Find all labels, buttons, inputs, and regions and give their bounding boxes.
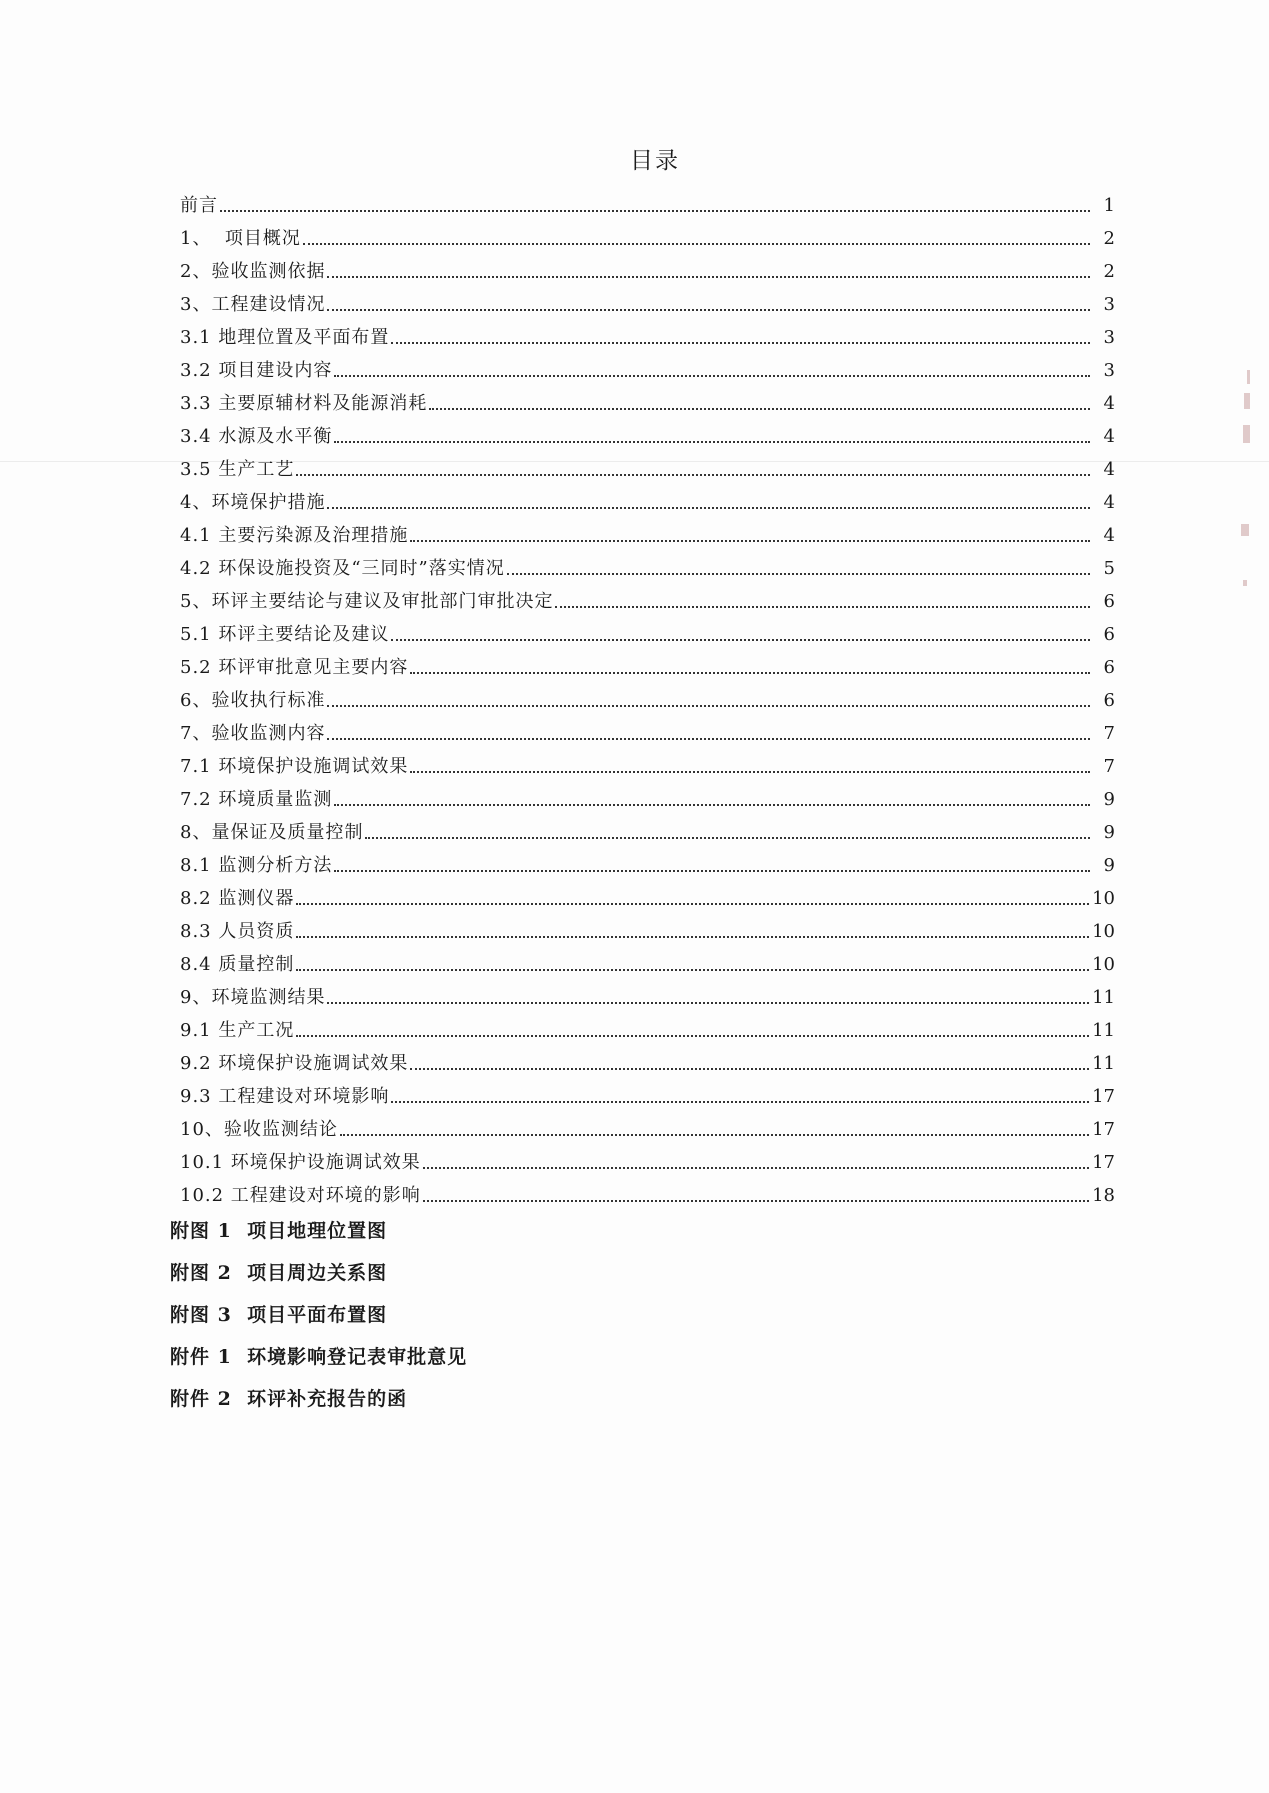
attachment-list: [170, 1210, 467, 1420]
toc-entry-label: 6、验收执行标准: [180, 690, 326, 711]
toc-entry-page-number: 17: [1092, 1086, 1115, 1107]
toc-dot-leader: [410, 1067, 1089, 1070]
toc-dot-leader: [334, 869, 1090, 872]
attachment-item: 附图 3 项目平面布置图: [170, 1304, 388, 1326]
toc-entry[interactable]: [180, 547, 1115, 580]
toc-entry-page-number: 3: [1103, 360, 1115, 381]
toc-entry-label: 5.1 环评主要结论及建议: [180, 624, 390, 645]
toc-entry-label: 8.1 监测分析方法: [180, 855, 333, 876]
toc-entry-label: 8.3 人员资质: [180, 921, 295, 942]
toc-entry-page-number: 18: [1092, 1185, 1115, 1206]
toc-entry-page-number: 3: [1103, 294, 1115, 315]
toc-entry-label: 10.2 工程建设对环境的影响: [180, 1185, 421, 1206]
page-title: 目录: [630, 148, 680, 174]
toc-entry-page-number: 11: [1092, 987, 1115, 1008]
toc-entry[interactable]: [180, 580, 1115, 613]
toc-entry[interactable]: [180, 250, 1115, 283]
scan-margin-mark: [1244, 393, 1250, 409]
toc-entry-page-number: 6: [1103, 690, 1115, 711]
toc-entry[interactable]: [180, 1075, 1115, 1108]
toc-entry[interactable]: [180, 679, 1115, 712]
toc-entry-page-number: 9: [1103, 789, 1115, 810]
toc-entry-label: 4.1 主要污染源及治理措施: [180, 525, 409, 546]
toc-entry-label: 9.1 生产工况: [180, 1020, 295, 1041]
toc-dot-leader: [423, 1199, 1089, 1202]
attachment-item: 附图 1 项目地理位置图: [170, 1220, 388, 1242]
toc-entry[interactable]: [180, 976, 1115, 1009]
toc-entry-page-number: 4: [1103, 393, 1115, 414]
toc-entry[interactable]: [180, 613, 1115, 646]
toc-entry-page-number: 5: [1103, 558, 1115, 579]
toc-entry-page-number: 1: [1103, 195, 1115, 216]
toc-dot-leader: [391, 1100, 1089, 1103]
toc-entry-page-number: 9: [1103, 855, 1115, 876]
toc-dot-leader: [296, 473, 1090, 476]
toc-entry-label: 3.5 生产工艺: [180, 459, 295, 480]
toc-entry-label: 7、验收监测内容: [180, 723, 326, 744]
scan-margin-mark: [1247, 370, 1250, 384]
toc-entry[interactable]: [180, 184, 1115, 217]
toc-dot-leader: [296, 935, 1089, 938]
toc-dot-leader: [410, 671, 1090, 674]
scan-margin-mark: [1241, 524, 1249, 536]
toc-entry-label: 4、环境保护措施: [180, 492, 326, 513]
toc-entry[interactable]: [180, 1042, 1115, 1075]
toc-entry-page-number: 6: [1103, 657, 1115, 678]
toc-dot-leader: [507, 572, 1090, 575]
toc-entry-page-number: 4: [1103, 459, 1115, 480]
toc-dot-leader: [296, 902, 1089, 905]
toc-entry-label: 8.2 监测仪器: [180, 888, 295, 909]
toc-entry[interactable]: [180, 844, 1115, 877]
toc-entry-page-number: 11: [1092, 1020, 1115, 1041]
toc-dot-leader: [220, 209, 1090, 212]
toc-entry[interactable]: [180, 646, 1115, 679]
toc-entry[interactable]: [180, 217, 1115, 250]
toc-entry[interactable]: [180, 481, 1115, 514]
toc-dot-leader: [334, 374, 1090, 377]
toc-entry-page-number: 9: [1103, 822, 1115, 843]
toc-entry[interactable]: [180, 316, 1115, 349]
toc-entry-label: 3.2 项目建设内容: [180, 360, 333, 381]
toc-entry[interactable]: [180, 877, 1115, 910]
toc-entry-label: 3.3 主要原辅材料及能源消耗: [180, 393, 428, 414]
toc-dot-leader: [423, 1166, 1089, 1169]
toc-entry[interactable]: [180, 910, 1115, 943]
toc-entry-label: 5、环评主要结论与建议及审批部门审批决定: [180, 591, 554, 612]
toc-dot-leader: [334, 803, 1090, 806]
toc-entry[interactable]: [180, 448, 1115, 481]
toc-entry-label: 7.1 环境保护设施调试效果: [180, 756, 409, 777]
toc-entry-page-number: 10: [1092, 921, 1115, 942]
toc-entry-label: 2、验收监测依据: [180, 261, 326, 282]
toc-entry-label: 10、验收监测结论: [180, 1119, 338, 1140]
toc-entry-label: 10.1 环境保护设施调试效果: [180, 1152, 421, 1173]
toc-dot-leader: [296, 968, 1089, 971]
toc-dot-leader: [410, 539, 1090, 542]
toc-entry-label: 5.2 环评审批意见主要内容: [180, 657, 409, 678]
toc-entry-page-number: 4: [1103, 426, 1115, 447]
toc-dot-leader: [327, 308, 1090, 311]
toc-dot-leader: [327, 506, 1090, 509]
toc-dot-leader: [303, 242, 1090, 245]
toc-entry-page-number: 6: [1103, 624, 1115, 645]
toc-entry-label: 3.1 地理位置及平面布置: [180, 327, 390, 348]
toc-entry-label: 9.2 环境保护设施调试效果: [180, 1053, 409, 1074]
toc-dot-leader: [429, 407, 1090, 410]
toc-entry[interactable]: [180, 778, 1115, 811]
toc-entry[interactable]: [180, 1108, 1115, 1141]
toc-dot-leader: [327, 704, 1090, 707]
toc-entry[interactable]: [180, 382, 1115, 415]
toc-entry-label: 9、环境监测结果: [180, 987, 326, 1008]
toc-entry-label: 8.4 质量控制: [180, 954, 295, 975]
toc-entry-label: 4.2 环保设施投资及“三同时”落实情况: [180, 558, 505, 579]
toc-entry[interactable]: [180, 943, 1115, 976]
toc-entry[interactable]: [180, 745, 1115, 778]
toc-entry[interactable]: [180, 712, 1115, 745]
toc-entry[interactable]: [180, 415, 1115, 448]
toc-dot-leader: [340, 1133, 1089, 1136]
toc-entry[interactable]: [180, 1009, 1115, 1042]
toc-entry-page-number: 2: [1103, 228, 1115, 249]
toc-entry-label: 9.3 工程建设对环境影响: [180, 1086, 390, 1107]
toc-entry-label: 7.2 环境质量监测: [180, 789, 333, 810]
toc-entry-page-number: 7: [1103, 723, 1115, 744]
toc-entry-page-number: 17: [1092, 1119, 1115, 1140]
toc-entry-page-number: 4: [1103, 492, 1115, 513]
toc-entry-label: 8、量保证及质量控制: [180, 822, 364, 843]
toc-entry-label: 3.4 水源及水平衡: [180, 426, 333, 447]
attachment-item: 附图 2 项目周边关系图: [170, 1262, 388, 1284]
toc-entry-page-number: 7: [1103, 756, 1115, 777]
toc-entry[interactable]: [180, 1141, 1115, 1174]
toc-entry[interactable]: [180, 514, 1115, 547]
toc-dot-leader: [334, 440, 1090, 443]
toc-entry[interactable]: [180, 349, 1115, 382]
toc-entry-page-number: 4: [1103, 525, 1115, 546]
toc-dot-leader: [391, 638, 1090, 641]
toc-entry[interactable]: [180, 283, 1115, 316]
attachment-item: 附件 2 环评补充报告的函: [170, 1388, 408, 1410]
toc-entry[interactable]: [180, 811, 1115, 844]
toc-dot-leader: [327, 275, 1090, 278]
table-of-contents: [180, 184, 1115, 1207]
toc-dot-leader: [296, 1034, 1089, 1037]
attachment-item: 附件 1 环境影响登记表审批意见: [170, 1346, 468, 1368]
toc-entry-page-number: 10: [1092, 888, 1115, 909]
toc-dot-leader: [365, 836, 1090, 839]
toc-dot-leader: [327, 1001, 1089, 1004]
scan-margin-mark: [1243, 580, 1247, 586]
toc-entry-label: 1、 项目概况: [180, 228, 301, 249]
toc-entry-label: 前言: [180, 195, 218, 216]
toc-dot-leader: [327, 737, 1090, 740]
toc-entry-label: 3、工程建设情况: [180, 294, 326, 315]
toc-dot-leader: [391, 341, 1090, 344]
toc-entry-page-number: 3: [1103, 327, 1115, 348]
toc-entry[interactable]: [180, 1174, 1115, 1207]
scan-margin-mark: [1243, 425, 1250, 443]
toc-entry-page-number: 6: [1103, 591, 1115, 612]
toc-dot-leader: [555, 605, 1090, 608]
toc-entry-page-number: 2: [1103, 261, 1115, 282]
toc-entry-page-number: 10: [1092, 954, 1115, 975]
toc-dot-leader: [410, 770, 1090, 773]
toc-entry-page-number: 17: [1092, 1152, 1115, 1173]
toc-entry-page-number: 11: [1092, 1053, 1115, 1074]
